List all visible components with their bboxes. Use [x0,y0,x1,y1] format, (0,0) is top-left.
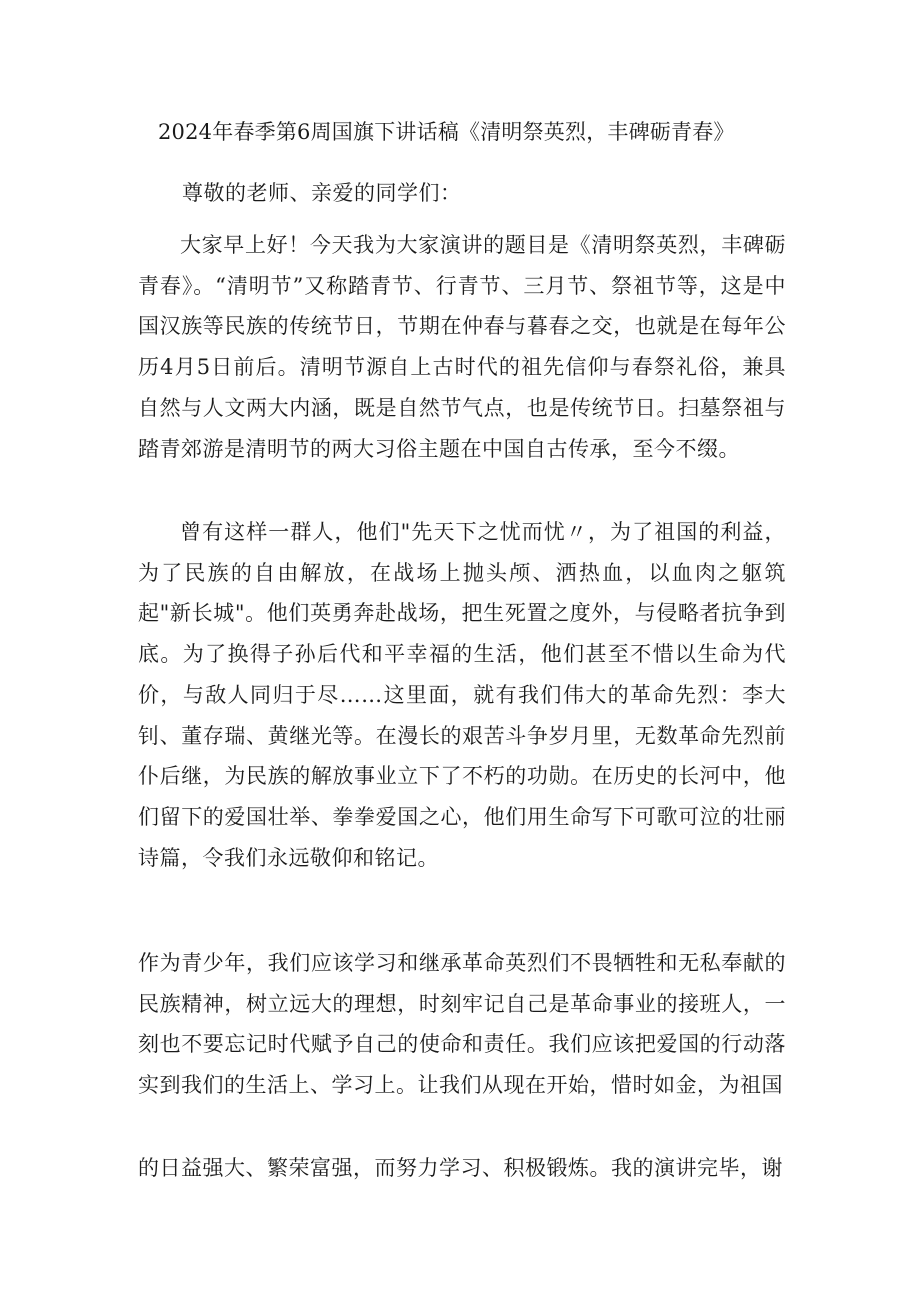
greeting-paragraph: 尊敬的老师、亲爱的同学们： [182,181,462,205]
martyrs-paragraph: 曾有这样一群人，他们"先天下之忧而忧〃，为了祖国的利益，为了民族的自由解放，在战场上抛头颅、洒热血，以血肉之躯筑起"新长城"。他们英勇奔赴战场，把生死置之度外，与侵略者抗争到底。为了换得子孙后代和平幸福的生活，他们甚至不惜以生命为代价，与敌人同归于尽……这里面，就有我们伟大的革命先烈：李大钊、董存瑞、黄继光等。在漫长的艰苦斗争岁月里，无数革命先烈前仆后继，为民族的解放事业立下了不朽的功勋。在历史的长河中，他们留下的爱国壮举、拳拳爱国之心，他们用生命写下可歌可泣的壮丽诗篇，令我们永远敬仰和铭记。 [138,520,786,870]
youth-paragraph: 作为青少年，我们应该学习和继承革命英烈们不畏牺牲和无私奉献的民族精神，树立远大的理想，时刻牢记自己是革命事业的接班人，一刻也不要忘记时代赋予自己的使命和责任。我们应该把爱国的行动落实到我们的生活上、学习上。让我们从现在开始，惜时如金，为祖国 [138,951,786,1098]
document-title: 2024年春季第6周国旗下讲话稿《清明祭英烈，丰碑砺青春》 [158,120,735,144]
closing-paragraph: 的日益强大、繁荣富强，而努力学习、积极锻炼。我的演讲完毕，谢 [138,1156,783,1180]
intro-paragraph: 大家早上好！今天我为大家演讲的题目是《清明祭英烈，丰碑砺青春》。“清明节”又称踏青节、行青节、三月节、祭祖节等，这是中国汉族等民族的传统节日，节期在仲春与暮春之交，也就是在每年公历4月5日前后。清明节源自上古时代的祖先信仰与春祭礼俗，兼具自然与人文两大内涵，既是自然节气点，也是传统节日。扫墓祭祖与踏青郊游是清明节的两大习俗主题在中国自古传承，至今不缀。 [138,233,786,461]
